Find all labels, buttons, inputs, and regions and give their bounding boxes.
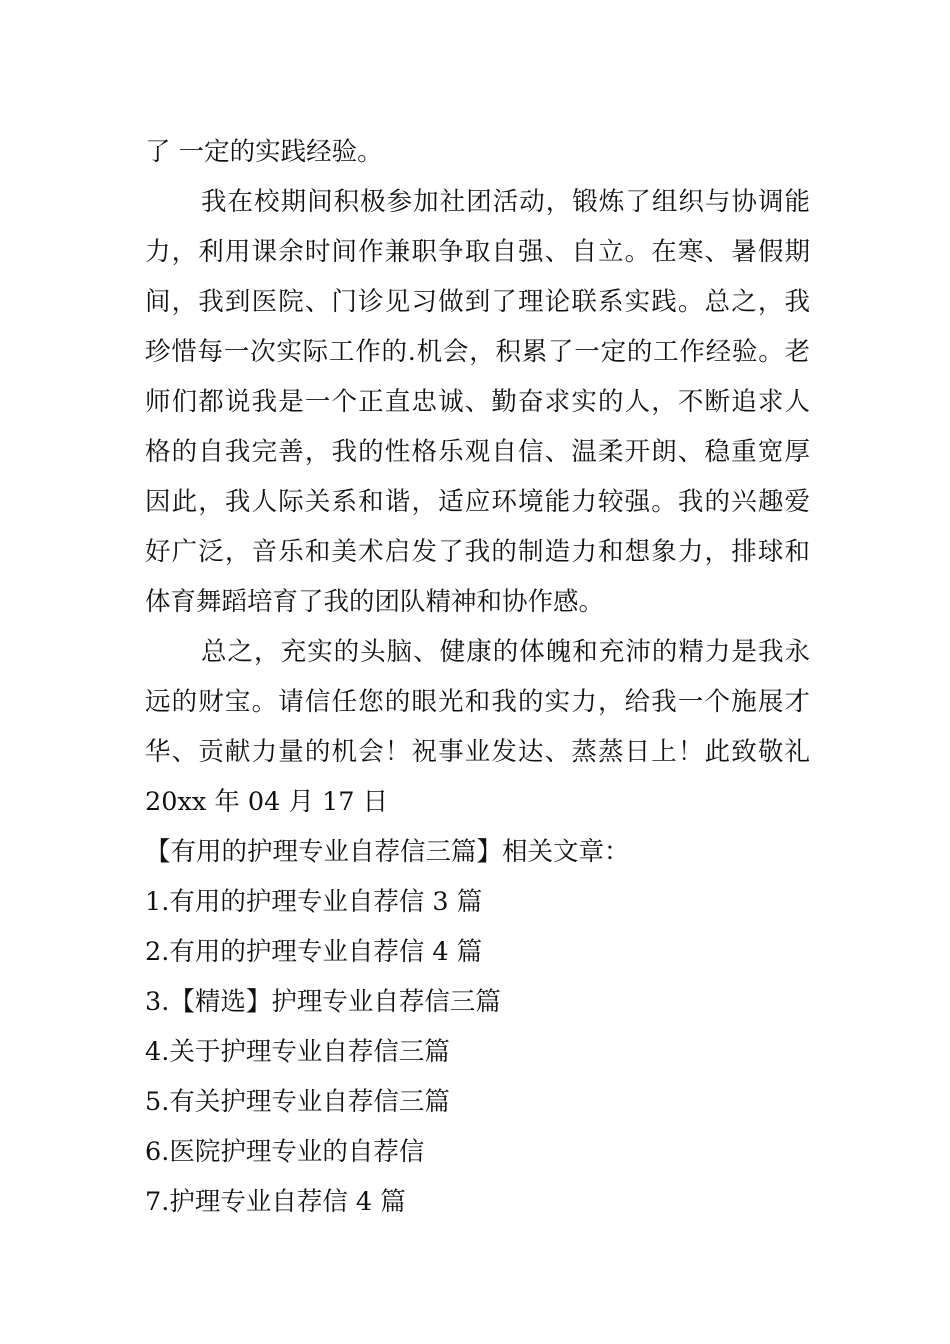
paragraph-line: 间，我到医院、门诊见习做到了理论联系实践。总之，我 xyxy=(145,287,810,317)
related-articles-heading: 【有用的护理专业自荐信三篇】相关文章： xyxy=(145,837,630,867)
paragraph-line: 格的自我完善，我的性格乐观自信、温柔开朗、稳重宽厚 xyxy=(145,437,810,467)
letter-date: 20xx 年 04 月 17 日 xyxy=(145,787,389,817)
related-article-link[interactable]: 7.护理专业自荐信 4 篇 xyxy=(145,1187,406,1217)
paragraph-line: 华、贡献力量的机会！祝事业发达、蒸蒸日上！此致敬礼 xyxy=(145,737,810,767)
paragraph-line: 体育舞蹈培育了我的团队精神和协作感。 xyxy=(145,587,605,617)
related-article-link[interactable]: 6.医院护理专业的自荐信 xyxy=(145,1137,425,1167)
related-article-link[interactable]: 1.有用的护理专业自荐信 3 篇 xyxy=(145,887,483,917)
paragraph-line: 师们都说我是一个正直忠诚、勤奋求实的人，不断追求人 xyxy=(145,387,810,417)
document-body xyxy=(145,127,810,1227)
related-article-link[interactable]: 3.【精选】护理专业自荐信三篇 xyxy=(145,987,501,1017)
paragraph-line: 总之，充实的头脑、健康的体魄和充沛的精力是我永 xyxy=(201,637,810,667)
related-article-link[interactable]: 5.有关护理专业自荐信三篇 xyxy=(145,1087,450,1117)
paragraph-line: 好广泛，音乐和美术启发了我的制造力和想象力，排球和 xyxy=(145,537,810,567)
paragraph-closing xyxy=(145,627,810,777)
paragraph-line: 远的财宝。请信任您的眼光和我的实力，给我一个施展才 xyxy=(145,687,810,717)
paragraph-activities xyxy=(145,177,810,627)
paragraph-line: 珍惜每一次实际工作的.机会，积累了一定的工作经验。老 xyxy=(145,337,810,367)
paragraph-line: 力，利用课余时间作兼职争取自强、自立。在寒、暑假期 xyxy=(145,237,810,267)
paragraph-line: 因此，我人际关系和谐，适应环境能力较强。我的兴趣爱 xyxy=(145,487,810,517)
related-article-link[interactable]: 4.关于护理专业自荐信三篇 xyxy=(145,1037,450,1067)
related-article-link[interactable]: 2.有用的护理专业自荐信 4 篇 xyxy=(145,937,483,967)
related-articles-list xyxy=(145,877,810,1227)
continuation-line: 了 一定的实践经验。 xyxy=(145,137,383,167)
paragraph-line: 我在校期间积极参加社团活动，锻炼了组织与协调能 xyxy=(201,187,810,217)
